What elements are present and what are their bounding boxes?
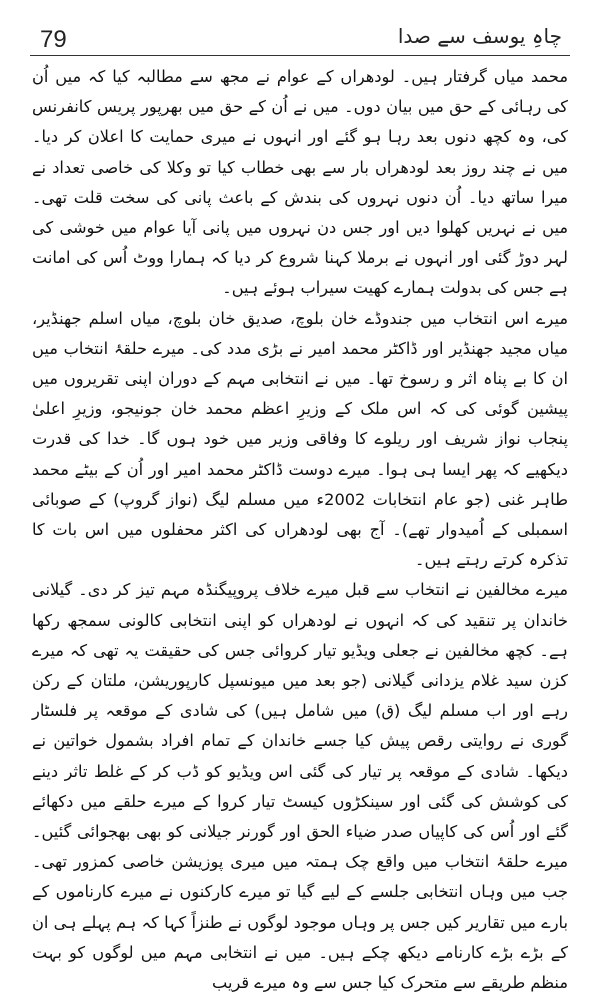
page-header [30,22,570,56]
page-body [32,62,568,993]
header-rule [30,55,570,56]
running-title: چاہِ یوسف سے صدا [397,24,562,48]
paragraph: میرے مخالفین نے انتخاب سے قبل میرے خلاف پروپیگنڈہ مہم تیز کر دی۔ گیلانی خاندان پر تنقید کی کہ انہوں نے لودھراں کو اپنی انتخابی کالونی سمجھ رکھا ہے۔ کچھ مخالفین نے جعلی ویڈیو تیار کروائی جس کی حقیقت یہ تھی کہ میرے کزن سید غلام یزدانی گیلانی (جو بعد میں میونسپل کارپوریشن، ملتان کے رکن رہے اور اب مسلم لیگ (ق) میں شامل ہیں) کی شادی کے موقعہ پر فلسٹار گوری نے روایتی رقص پیش کیا جسے خاندان کے تمام افراد بشمول خواتین نے دیکھا۔ شادی کے موقعہ پر تیار کی گئی اس ویڈیو کو ڈب کر کے غلط تاثر دینے کی کوشش کی گئی اور سینکڑوں کیسٹ تیار کروا کے میرے حلقے میں دکھائے گئے اور اُس کی کاپیاں صدر ضیاء الحق اور گورنر جیلانی کو بھی بھجوائی گئیں۔ میرے حلقۂ انتخاب میں واقع چک ہمتہ میں میری پوزیشن خاصی کمزور تھی۔ جب میں وہاں انتخابی جلسے کے لیے گیا تو میرے کارکنوں نے میرے کارناموں کے بارے میں تقاریر کیں جس پر وہاں موجود لوگوں نے طنزاً کہا کہ ہم پہلے ہی ان کے بڑے بڑے کارنامے دیکھ چکے ہیں۔ میں نے انتخابی مہم میں لوگوں کو بہت منظم طریقے سے متحرک کیا جس سے وہ میرے قریب [32,580,568,993]
paragraph: میرے اس انتخاب میں جندوڈے خان بلوچ، صدیق خان بلوچ، میاں اسلم جھنڈیر، میاں مجید جھنڈیر اور ڈاکٹر محمد امیر نے بڑی مدد کی۔ میرے حلقۂ انتخاب میں ان کا بے پناہ اثر و رسوخ تھا۔ میں نے انتخابی مہم کے دوران اپنی تقریروں میں پیشین گوئی کی کہ اس ملک کے وزیرِ اعظم محمد خان جونیجو، وزیرِ اعلیٰ پنجاب نواز شریف اور ریلوے کا وفاقی وزیر میں خود ہوں گا۔ خدا کی قدرت دیکھیے کہ پھر ایسا ہی ہوا۔ میرے دوست ڈاکٹر محمد امیر اور اُن کے بیٹے محمد طاہر غنی (جو عام انتخابات 2002ء میں مسلم لیگ (نواز گروپ) کے صوبائی اسمبلی کے اُمیدوار تھے)۔ آج بھی لودھراں کی اکثر محفلوں میں اس بات کا تذکرہ کرتے رہتے ہیں۔ [32,308,568,570]
page-number: 79 [40,26,67,53]
paragraph: محمد میاں گرفتار ہیں۔ لودھراں کے عوام نے مجھ سے مطالبہ کیا کہ میں اُن کی رہائی کے حق میں بیان دوں۔ میں نے اُن کے حق میں بھرپور پریس کانفرنس کی، وہ کچھ دنوں بعد رہا ہو گئے اور انہوں نے میری حمایت کا اعلان کر دیا۔ میں نے چند روز بعد لودھراں بار سے بھی خطاب کیا تو وکلا کی خاصی تعداد نے میرا ساتھ دیا۔ اُن دنوں نہروں کی بندش کے باعث پانی کی سخت قلت تھی۔ میں نے نہریں کھلوا دیں اور جس دن نہروں میں پانی آیا عوام میں خوشی کی لہر دوڑ گئی اور انہوں نے برملا کہنا شروع کر دیا کہ ہمارا ووٹ اُس کی امانت ہے جس کی بدولت ہمارے کھیت سیراب ہوئے ہیں۔ [32,67,568,298]
